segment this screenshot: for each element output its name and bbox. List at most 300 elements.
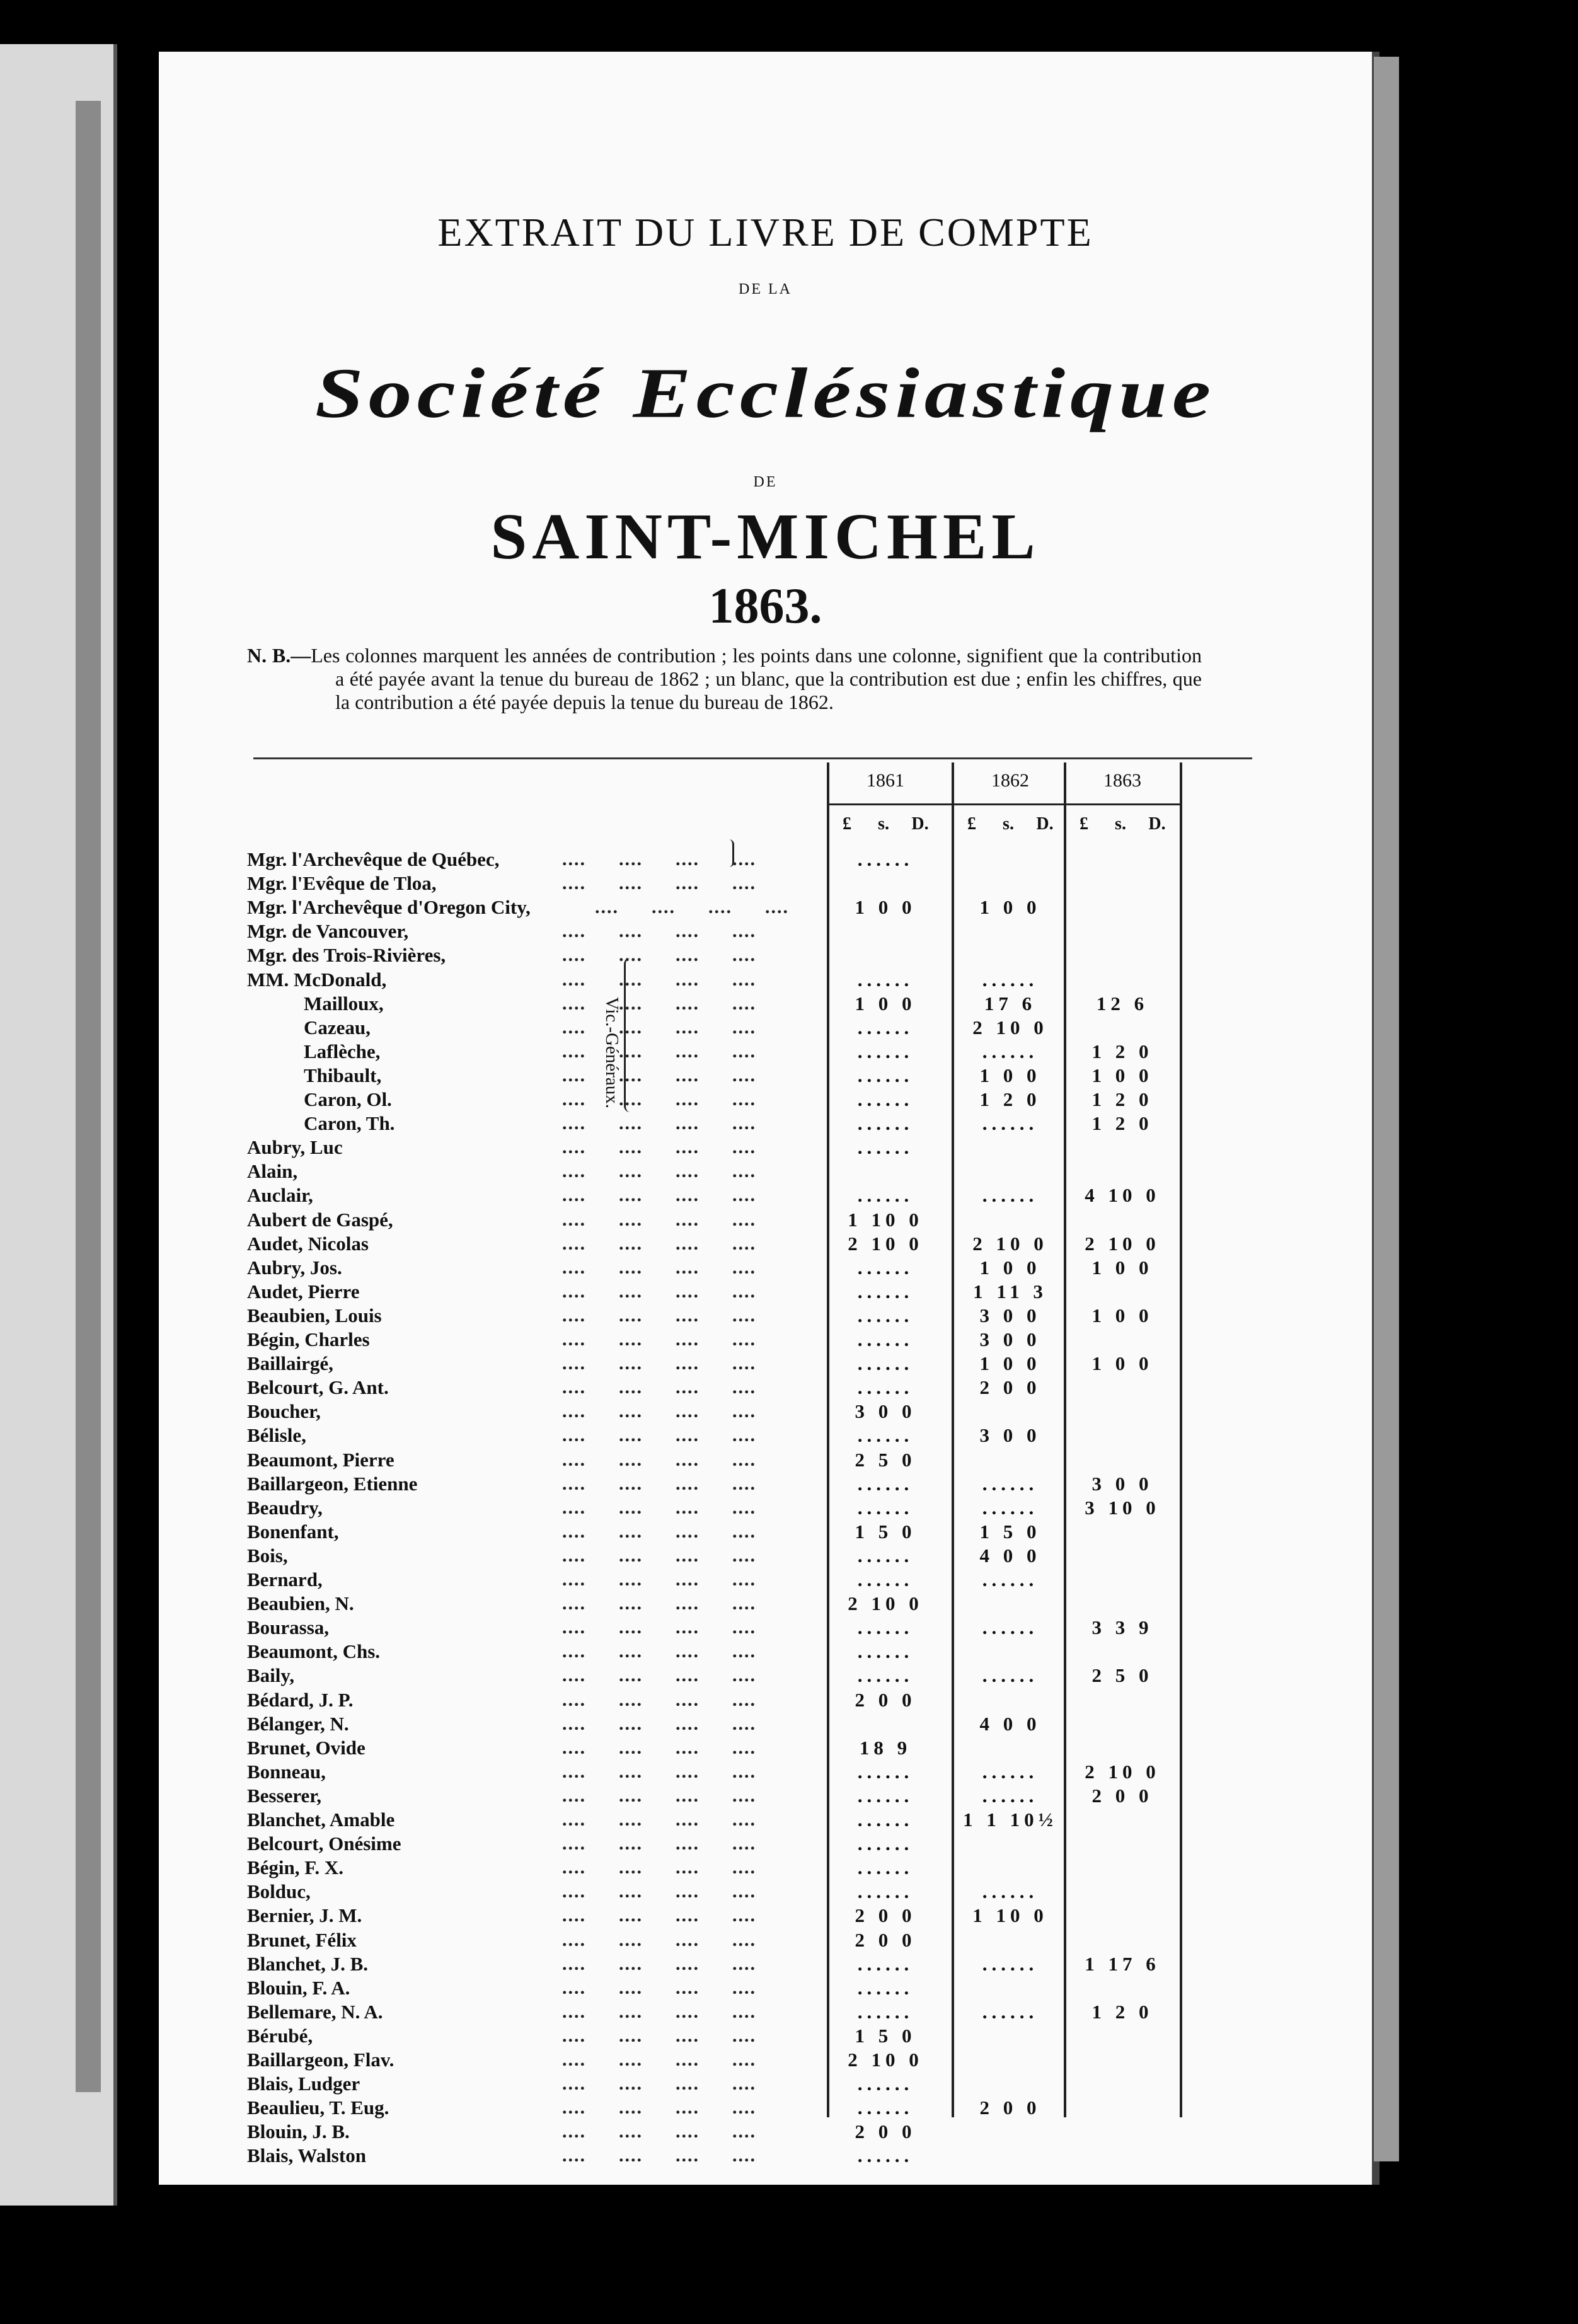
society-name: Société Ecclésiastique: [314, 353, 1216, 433]
note-text: Les colonnes marquent les années de contribution ; les points dans une colonne, signifient que la contribution a été payée avant la tenue du bureau de 1862 ; un blanc, que la contribution est due ; enfin les chiffres, que la contribution a été payée depuis la tenue du bureau de 1862.: [311, 644, 1202, 713]
dot-leader: ....: [619, 1689, 643, 1710]
row-name: Belcourt, Onésime: [247, 1832, 401, 1855]
dot-leader: ....: [619, 1617, 643, 1638]
dot-leader: ....: [652, 897, 676, 918]
contribution-cell: 1 2 0: [1091, 2000, 1153, 2023]
row-name: Bellemare, N. A.: [247, 2000, 383, 2023]
dot-leader: ....: [676, 1353, 700, 1374]
contribution-cell: 4 0 0: [979, 1544, 1041, 1567]
contribution-cell: ......: [982, 1880, 1039, 1903]
contribution-cell: 3 10 0: [1085, 1496, 1160, 1519]
dot-leader: ....: [619, 1185, 643, 1206]
adjacent-page-edge: [76, 101, 101, 2092]
dot-leader: ....: [732, 1089, 756, 1110]
contribution-cell: 1 0 0: [1091, 1064, 1153, 1086]
contribution-cell: ......: [857, 1280, 914, 1303]
column-divider: [1180, 762, 1182, 2117]
dot-leader: ....: [562, 992, 586, 1014]
dot-leader: ....: [676, 1881, 700, 1902]
dot-leader: ....: [619, 873, 643, 894]
row-name: Bégin, Charles: [247, 1328, 370, 1350]
dot-leader: ....: [732, 1161, 756, 1182]
contribution-cell: ......: [857, 2144, 914, 2167]
contribution-cell: 2 10 0: [848, 1232, 923, 1255]
dot-leader: ....: [732, 1137, 756, 1158]
dot-leader: ....: [619, 945, 643, 966]
dot-leader: ....: [619, 1329, 643, 1350]
unit-header: £: [967, 814, 976, 834]
contribution-cell: ......: [857, 1472, 914, 1495]
unit-header: £: [843, 814, 851, 834]
contribution-cell: 1 0 0: [855, 896, 916, 919]
contribution-cell: 4 10 0: [1085, 1184, 1160, 1207]
dot-leader: ....: [732, 2025, 756, 2046]
row-name: Blais, Ludger: [247, 2073, 360, 2095]
row-name: Caron, Ol.: [304, 1088, 392, 1110]
dot-leader: ....: [732, 873, 756, 894]
dot-leader: ....: [562, 1761, 586, 1782]
contribution-cell: ......: [857, 1616, 914, 1639]
row-name: Baily,: [247, 1664, 294, 1687]
dot-leader: ....: [619, 1761, 643, 1782]
contribution-cell: ......: [982, 1952, 1039, 1975]
dot-leader: ....: [562, 1401, 586, 1422]
dot-leader: ....: [676, 1833, 700, 1855]
dot-leader: ....: [676, 1329, 700, 1350]
contribution-cell: 2 10 0: [848, 2049, 923, 2071]
contribution-cell: ......: [857, 2073, 914, 2095]
row-name: Beaubien, Louis: [247, 1304, 382, 1326]
dot-leader: ....: [676, 1304, 700, 1326]
dot-leader: ....: [732, 1785, 756, 1806]
dot-leader: ....: [562, 1016, 586, 1038]
contribution-cell: 1 0 0: [1091, 1256, 1153, 1279]
dot-leader: ....: [732, 1353, 756, 1374]
dot-leader: ....: [676, 992, 700, 1014]
contribution-cell: ......: [857, 1112, 914, 1135]
contribution-cell: 2 10 0: [1085, 1232, 1160, 1255]
dot-leader: ....: [619, 1425, 643, 1446]
dot-leader: ....: [619, 1953, 643, 1974]
dot-leader: ....: [562, 1353, 586, 1374]
contribution-cell: 3 0 0: [1091, 1472, 1153, 1495]
dot-leader: ....: [562, 2145, 586, 2166]
dot-leader: ....: [619, 1641, 643, 1662]
dot-leader: ....: [676, 1761, 700, 1782]
dot-leader: ....: [562, 1257, 586, 1278]
dot-leader: ....: [619, 1209, 643, 1230]
row-name: Blais, Walston: [247, 2144, 366, 2167]
row-name: Blouin, J. B.: [247, 2120, 350, 2143]
row-name: Boucher,: [247, 1400, 321, 1423]
dot-leader: ....: [732, 1377, 756, 1398]
contribution-cell: ......: [982, 1496, 1039, 1519]
dot-leader: ....: [562, 1329, 586, 1350]
contribution-cell: 3 0 0: [979, 1328, 1041, 1350]
row-name: Mgr. des Trois-Rivières,: [247, 944, 446, 967]
row-name: Bonenfant,: [247, 1520, 339, 1543]
row-name: Thibault,: [304, 1064, 382, 1086]
contribution-cell: 3 3 9: [1091, 1616, 1153, 1639]
row-name: Laflèche,: [304, 1040, 381, 1062]
dot-leader: ....: [676, 1953, 700, 1974]
row-name: Baillargeon, Flav.: [247, 2049, 395, 2071]
dot-leader: ....: [676, 1064, 700, 1086]
row-name: Besserer,: [247, 1784, 321, 1807]
dot-leader: ....: [619, 1064, 643, 1086]
dot-leader: ....: [676, 1497, 700, 1518]
dot-leader: ....: [619, 1280, 643, 1302]
dot-leader: ....: [732, 1881, 756, 1902]
contribution-cell: ......: [982, 1040, 1039, 1062]
dot-leader: ....: [732, 1401, 756, 1422]
dot-leader: ....: [562, 1569, 586, 1590]
row-name: Aubry, Jos.: [247, 1256, 342, 1279]
dot-leader: ....: [732, 1833, 756, 1855]
dot-leader: ....: [562, 1497, 586, 1518]
dot-leader: ....: [619, 2049, 643, 2070]
dot-leader: ....: [676, 1737, 700, 1758]
contribution-cell: ......: [857, 1760, 914, 1783]
dot-leader: ....: [732, 1040, 756, 1062]
contribution-cell: ......: [857, 1424, 914, 1447]
dot-leader: ....: [619, 1233, 643, 1254]
dot-leader: ....: [676, 2049, 700, 2070]
dot-leader: ....: [732, 2001, 756, 2022]
row-name: Audet, Pierre: [247, 1280, 360, 1303]
row-name: Bois,: [247, 1544, 288, 1567]
note-body: [247, 644, 1202, 714]
dot-leader: ....: [676, 1929, 700, 1950]
contribution-cell: 1 0 0: [979, 896, 1041, 919]
document-year: 1863.: [708, 578, 822, 634]
dot-leader: ....: [562, 1737, 586, 1758]
row-name: Beaulieu, T. Eug.: [247, 2097, 389, 2119]
row-name: Mailloux,: [304, 992, 384, 1015]
row-name: Cazeau,: [304, 1016, 371, 1038]
contribution-cell: 2 10 0: [1085, 1760, 1160, 1783]
dot-leader: ....: [732, 1689, 756, 1710]
dot-leader: ....: [732, 1209, 756, 1230]
contribution-cell: 2 10 0: [848, 1592, 923, 1615]
contribution-cell: ......: [857, 968, 914, 991]
dot-leader: ....: [732, 1473, 756, 1494]
dot-leader: ....: [562, 1809, 586, 1830]
row-name: Aubert de Gaspé,: [247, 1208, 393, 1231]
unit-header: D.: [911, 814, 929, 834]
contribution-cell: 1 2 0: [1091, 1112, 1153, 1135]
dot-leader: ....: [732, 2145, 756, 2166]
dot-leader: ....: [732, 2073, 756, 2095]
row-name: Bolduc,: [247, 1880, 311, 1903]
contribution-cell: 12 6: [1096, 992, 1149, 1015]
contribution-cell: ......: [857, 1256, 914, 1279]
dot-leader: ....: [732, 945, 756, 966]
dot-leader: ....: [676, 2001, 700, 2022]
contribution-cell: ......: [857, 1064, 914, 1086]
dot-leader: ....: [619, 1737, 643, 1758]
contribution-cell: ......: [857, 1376, 914, 1399]
row-name: Beaumont, Pierre: [247, 1448, 395, 1471]
dot-leader: ....: [708, 897, 732, 918]
contribution-cell: 2 10 0: [972, 1232, 1048, 1255]
contribution-cell: 1 5 0: [855, 1520, 916, 1543]
dot-leader: ....: [562, 1617, 586, 1638]
contribution-cell: ......: [982, 1472, 1039, 1495]
dot-leader: ....: [562, 2025, 586, 2046]
dot-leader: ....: [732, 1977, 756, 1998]
row-name: Blanchet, J. B.: [247, 1952, 369, 1975]
contribution-cell: ......: [857, 2097, 914, 2119]
dot-leader: ....: [562, 969, 586, 990]
contribution-cell: ......: [982, 1568, 1039, 1591]
row-name: Mgr. de Vancouver,: [247, 920, 409, 943]
dot-leader: ....: [676, 1401, 700, 1422]
contribution-cell: ......: [857, 1016, 914, 1038]
dot-leader: ....: [732, 849, 756, 870]
dot-leader: ....: [619, 1785, 643, 1806]
row-name: Bélisle,: [247, 1424, 306, 1447]
row-name: Baillargeon, Etienne: [247, 1472, 418, 1495]
dot-leader: ....: [732, 1497, 756, 1518]
dot-leader: ....: [676, 1689, 700, 1710]
note-prefix: N. B.—: [247, 644, 311, 667]
dot-leader: ....: [562, 1089, 586, 1110]
dot-leader: ....: [676, 1665, 700, 1686]
dot-leader: ....: [676, 1641, 700, 1662]
contribution-cell: ......: [857, 1952, 914, 1975]
row-name: Alain,: [247, 1160, 298, 1183]
dot-leader: ....: [676, 1977, 700, 1998]
row-name: Audet, Nicolas: [247, 1232, 369, 1255]
contribution-cell: 1 10 0: [972, 1904, 1048, 1927]
vicars-general-label: Vic.-Généraux.: [602, 997, 622, 1109]
row-name: Auclair,: [247, 1184, 313, 1207]
dot-leader: ....: [562, 1185, 586, 1206]
contribution-cell: ......: [857, 1184, 914, 1207]
contribution-cell: ......: [982, 1760, 1039, 1783]
dot-leader: ....: [619, 1401, 643, 1422]
header-rule: [253, 757, 1252, 759]
contribution-cell: 2 0 0: [855, 1928, 916, 1951]
dot-leader: ....: [619, 2121, 643, 2143]
contribution-cell: 1 0 0: [979, 1352, 1041, 1375]
dot-leader: ....: [676, 2025, 700, 2046]
contribution-cell: ......: [857, 1809, 914, 1831]
dot-leader: ....: [562, 945, 586, 966]
note-paragraph: [247, 644, 1202, 714]
dot-leader: ....: [562, 1641, 586, 1662]
dot-leader: ....: [676, 1857, 700, 1878]
dot-leader: ....: [619, 1713, 643, 1734]
dot-leader: ....: [676, 945, 700, 966]
dot-leader: ....: [732, 1449, 756, 1470]
dot-leader: ....: [562, 1473, 586, 1494]
dot-leader: ....: [732, 1185, 756, 1206]
dot-leader: ....: [562, 1137, 586, 1158]
dot-leader: ....: [732, 1761, 756, 1782]
dot-leader: ....: [732, 2049, 756, 2070]
document-page: [159, 52, 1379, 2185]
dot-leader: ....: [562, 1905, 586, 1926]
dot-leader: ....: [676, 2097, 700, 2119]
dot-leader: ....: [676, 1713, 700, 1734]
dot-leader: ....: [676, 1113, 700, 1134]
row-name: Bernard,: [247, 1568, 323, 1591]
dot-leader: ....: [562, 2097, 586, 2119]
dot-leader: ....: [676, 1905, 700, 1926]
dot-leader: ....: [732, 1809, 756, 1830]
unit-header: s.: [1115, 814, 1126, 834]
dot-leader: ....: [562, 1521, 586, 1542]
dot-leader: ....: [562, 1280, 586, 1302]
dot-leader: ....: [732, 1521, 756, 1542]
dot-leader: ....: [732, 1329, 756, 1350]
row-name: Baillairgé,: [247, 1352, 333, 1375]
dot-leader: ....: [732, 1016, 756, 1038]
dot-leader: ....: [676, 1521, 700, 1542]
dot-leader: ....: [676, 1089, 700, 1110]
contribution-cell: 2 0 0: [855, 2120, 916, 2143]
row-name: Mgr. l'Evêque de Tloa,: [247, 872, 437, 895]
dot-leader: ....: [732, 1425, 756, 1446]
contribution-cell: 4 0 0: [979, 1712, 1041, 1735]
dot-leader: ....: [619, 2025, 643, 2046]
dot-leader: ....: [619, 1089, 643, 1110]
dot-leader: ....: [619, 1497, 643, 1518]
dot-leader: ....: [619, 1905, 643, 1926]
dot-leader: ....: [562, 2121, 586, 2143]
dot-leader: ....: [619, 1665, 643, 1686]
unit-header: s.: [1003, 814, 1014, 834]
dot-leader: ....: [562, 873, 586, 894]
dot-leader: ....: [676, 969, 700, 990]
year-header-1861: 1861: [867, 770, 904, 791]
dot-leader: ....: [562, 1713, 586, 1734]
dot-leader: ....: [562, 1425, 586, 1446]
dot-leader: ....: [595, 897, 619, 918]
dot-leader: ....: [676, 2121, 700, 2143]
contribution-cell: ......: [857, 1088, 914, 1110]
dot-leader: ....: [619, 2145, 643, 2166]
dot-leader: ....: [732, 1617, 756, 1638]
dot-leader: ....: [562, 1977, 586, 1998]
dot-leader: ....: [562, 1377, 586, 1398]
contribution-cell: ......: [982, 968, 1039, 991]
row-name: Mgr. l'Archevêque de Québec,: [247, 848, 500, 870]
contribution-cell: 1 2 0: [1091, 1088, 1153, 1110]
dot-leader: ....: [732, 1545, 756, 1566]
dot-leader: ....: [619, 1377, 643, 1398]
contribution-cell: ......: [857, 1784, 914, 1807]
contribution-cell: 1 0 0: [1091, 1304, 1153, 1326]
dot-leader: ....: [676, 1545, 700, 1566]
contribution-cell: ......: [857, 1976, 914, 1999]
dot-leader: ....: [562, 2001, 586, 2022]
contribution-cell: ......: [857, 1328, 914, 1350]
row-name: Beaumont, Chs.: [247, 1640, 381, 1663]
dot-leader: ....: [562, 921, 586, 942]
dot-leader: ....: [676, 873, 700, 894]
dot-leader: ....: [619, 1521, 643, 1542]
dot-leader: ....: [619, 2097, 643, 2119]
title-connector-2: DE: [753, 474, 778, 490]
dot-leader: ....: [619, 1304, 643, 1326]
dot-leader: ....: [562, 2073, 586, 2095]
dot-leader: ....: [619, 1809, 643, 1830]
dot-leader: ....: [676, 2145, 700, 2166]
year-header-1863: 1863: [1103, 770, 1141, 791]
contribution-cell: 3 0 0: [855, 1400, 916, 1423]
unit-header: D.: [1148, 814, 1166, 834]
contribution-cell: ......: [857, 1832, 914, 1855]
dot-leader: ....: [619, 1137, 643, 1158]
contribution-cell: 2 0 0: [1091, 1784, 1153, 1807]
dot-leader: ....: [619, 1881, 643, 1902]
dot-leader: ....: [619, 1929, 643, 1950]
row-name: Bégin, F. X.: [247, 1856, 344, 1879]
dot-leader: ....: [619, 969, 643, 990]
row-name: Bourassa,: [247, 1616, 330, 1639]
dot-leader: ....: [732, 1905, 756, 1926]
place-name: SAINT-MICHEL: [490, 500, 1040, 573]
contribution-cell: ......: [982, 1664, 1039, 1687]
dot-leader: ....: [676, 2073, 700, 2095]
contribution-cell: ......: [982, 2000, 1039, 2023]
dot-leader: ....: [732, 1280, 756, 1302]
dot-leader: ....: [732, 1113, 756, 1134]
contribution-cell: 1 5 0: [855, 2024, 916, 2047]
dot-leader: ....: [562, 1689, 586, 1710]
dot-leader: ....: [619, 1016, 643, 1038]
dot-leader: ....: [732, 1857, 756, 1878]
year-header-1862: 1862: [991, 770, 1029, 791]
dot-leader: ....: [619, 1113, 643, 1134]
dot-leader: ....: [732, 1737, 756, 1758]
dot-leader: ....: [676, 1425, 700, 1446]
dot-leader: ....: [676, 921, 700, 942]
contribution-cell: 1 2 0: [979, 1088, 1041, 1110]
dot-leader: ....: [562, 1929, 586, 1950]
dot-leader: ....: [732, 1064, 756, 1086]
dot-leader: ....: [676, 1280, 700, 1302]
contribution-cell: 18 9: [859, 1736, 912, 1759]
dot-leader: ....: [562, 1833, 586, 1855]
row-name: Caron, Th.: [304, 1112, 395, 1135]
dot-leader: ....: [732, 2097, 756, 2119]
dot-leader: ....: [619, 992, 643, 1014]
dot-leader: ....: [676, 1233, 700, 1254]
dot-leader: ....: [676, 1040, 700, 1062]
dot-leader: ....: [732, 992, 756, 1014]
contribution-cell: 1 10 0: [848, 1208, 923, 1231]
contribution-cell: ......: [982, 1184, 1039, 1207]
contribution-cell: 1 5 0: [979, 1520, 1041, 1543]
year-header-rule: [827, 803, 1180, 805]
dot-leader: ....: [732, 1593, 756, 1614]
dot-leader: ....: [732, 1713, 756, 1734]
dot-leader: ....: [619, 921, 643, 942]
row-name: Blanchet, Amable: [247, 1809, 395, 1831]
contribution-cell: ......: [982, 1616, 1039, 1639]
contribution-cell: 2 0 0: [855, 1904, 916, 1927]
contribution-cell: 1 17 6: [1085, 1952, 1160, 1975]
contribution-cell: 2 0 0: [855, 1688, 916, 1711]
row-name: Beaudry,: [247, 1496, 323, 1519]
row-name: Mgr. l'Archevêque d'Oregon City,: [247, 896, 531, 919]
unit-header: £: [1080, 814, 1088, 834]
row-name: Brunet, Ovide: [247, 1736, 366, 1759]
